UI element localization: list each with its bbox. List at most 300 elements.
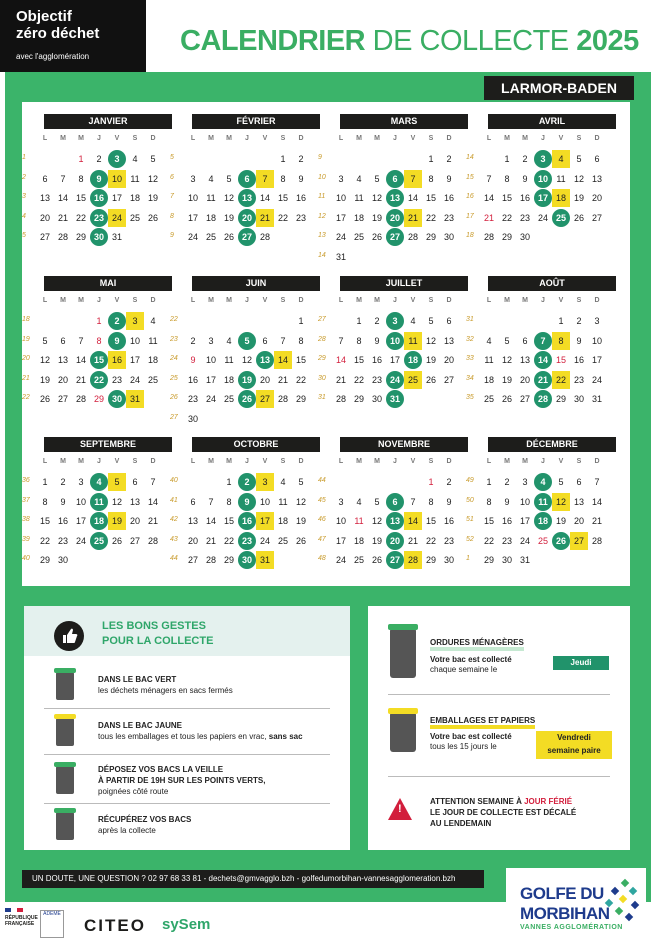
weekday-header: D: [594, 297, 600, 304]
calendar-day: 9: [60, 496, 66, 507]
calendar-day: 16: [295, 193, 306, 203]
week-number: 11: [318, 193, 326, 200]
calendar-day: 19: [425, 355, 436, 365]
weekday-header: J: [393, 297, 397, 304]
calendar-day: 1: [226, 477, 232, 487]
month-name: MARS: [340, 114, 468, 129]
calendar-day: 2: [238, 473, 256, 491]
calendar-day: 26: [371, 555, 382, 565]
month-name: NOVEMBRE: [340, 437, 468, 452]
mosaic-icon: [602, 878, 642, 926]
calendar-day: 6: [60, 335, 66, 346]
week-number: 45: [318, 496, 326, 504]
month-10: [170, 437, 306, 589]
calendar-day: 31: [519, 555, 530, 565]
geste-item: [24, 710, 350, 756]
gestes-heading-2: POUR LA COLLECTE: [102, 635, 214, 647]
calendar-day: 26: [238, 390, 256, 408]
week-number: 23: [170, 335, 178, 343]
month-name: SEPTEMBRE: [44, 437, 172, 452]
calendar-day: 13: [573, 496, 584, 507]
weekday-header: M: [504, 135, 510, 142]
calendar-day: 8: [96, 335, 102, 346]
calendar-day: 21: [335, 374, 346, 385]
calendar-day: 9: [446, 496, 452, 507]
weekday-header: V: [262, 135, 268, 142]
weekday-header: M: [356, 458, 362, 465]
weekday-header: J: [393, 458, 397, 465]
month-3: [318, 114, 454, 266]
republique-francaise-logo: RÉPUBLIQUE FRANÇAISE: [5, 915, 38, 927]
calendar-day: 20: [386, 209, 404, 227]
week-number: 31: [466, 316, 474, 323]
calendar-day: 3: [522, 477, 528, 487]
title-bold-1: CALENDRIER: [180, 25, 366, 57]
calendar-day: 7: [208, 496, 214, 507]
calendar-day: 5: [576, 154, 582, 164]
calendar-day: 5: [238, 332, 256, 350]
calendar-day: 15: [501, 193, 512, 203]
calendar-day: 4: [132, 154, 138, 164]
month-5: [22, 276, 158, 428]
calendar-day: 9: [190, 355, 196, 365]
calendar-day: 3: [126, 312, 144, 330]
weekday-header: S: [280, 458, 286, 465]
week-number: 36: [22, 477, 30, 484]
week-number: 20: [22, 355, 30, 362]
title-light: DE COLLECTE: [365, 25, 577, 57]
calendar-day: 25: [205, 232, 216, 242]
calendar-day: 26: [295, 535, 306, 546]
calendar-day: 29: [425, 232, 436, 242]
calendar-day: 19: [555, 516, 566, 526]
week-number: 47: [318, 535, 326, 543]
weekday-header: L: [42, 297, 48, 304]
gdm-line3: VANNES AGGLOMÉRATION: [520, 924, 623, 931]
calendar-day: 23: [371, 374, 382, 385]
calendar-day: 23: [90, 209, 108, 227]
calendar-day: 5: [108, 473, 126, 491]
calendar-day: 7: [150, 477, 156, 487]
calendar-day: 26: [39, 394, 50, 404]
calendar-day: 31: [386, 390, 404, 408]
emb-subtitle: Votre bac est collecté tous les 15 jours le: [430, 732, 512, 751]
calendar-day: 1: [298, 316, 304, 326]
calendar-day: 4: [208, 173, 214, 184]
weekday-header: S: [576, 297, 582, 304]
calendar-day: 7: [594, 477, 600, 487]
calendar-day: 4: [534, 473, 552, 491]
week-number: 1: [22, 154, 26, 161]
calendar-day: 12: [501, 355, 512, 365]
weekday-header: D: [594, 135, 600, 142]
calendar-day: 8: [552, 332, 570, 350]
calendar-day: 14: [591, 496, 602, 507]
calendar-day: 13: [238, 189, 256, 207]
calendar-day: 22: [295, 374, 306, 385]
weekday-header: S: [428, 297, 434, 304]
calendar-day: 2: [190, 335, 196, 346]
calendar-day: 20: [238, 209, 256, 227]
weekday-header: S: [280, 297, 286, 304]
calendar-day: 31: [111, 232, 122, 242]
calendar-day: 18: [205, 212, 216, 223]
calendar-day: 9: [108, 332, 126, 350]
weekday-header: M: [226, 458, 232, 465]
calendar-day: 10: [108, 170, 126, 188]
calendar-day: 6: [386, 493, 404, 511]
weekday-header: M: [356, 135, 362, 142]
calendar-day: 4: [356, 496, 362, 507]
calendar-day: 13: [57, 355, 68, 365]
weekday-header: D: [298, 135, 304, 142]
calendar-day: 14: [404, 512, 422, 530]
calendar-day: 9: [374, 335, 380, 346]
week-number: 31: [318, 394, 326, 401]
om-title: ORDURES MÉNAGÈRES: [430, 638, 524, 651]
week-number: 35: [466, 394, 474, 401]
calendar-day: 2: [446, 477, 452, 487]
weekday-header: L: [190, 458, 196, 465]
calendar-day: 6: [132, 477, 138, 487]
calendar-day: 2: [108, 312, 126, 330]
calendar-day: 6: [190, 496, 196, 507]
calendar-day: 18: [129, 193, 140, 203]
calendar-day: 27: [591, 212, 602, 223]
calendar-day: 4: [486, 335, 492, 346]
weekday-header: J: [97, 135, 101, 142]
calendar-day: 13: [443, 335, 454, 346]
week-number: 50: [466, 496, 474, 504]
month-6: [170, 276, 306, 428]
calendar-day: 21: [534, 371, 552, 389]
calendar-day: 20: [519, 374, 530, 385]
weekday-header: J: [541, 135, 545, 142]
calendar-day: 3: [338, 173, 344, 184]
calendar-day: 19: [238, 371, 256, 389]
weekday-header: D: [298, 297, 304, 304]
calendar-day: 22: [90, 371, 108, 389]
geste-item: [24, 664, 350, 710]
calendar-day: 18: [277, 516, 288, 526]
weekday-header: M: [208, 135, 214, 142]
calendar-day: 25: [90, 532, 108, 550]
calendar-day: 12: [295, 496, 306, 507]
calendar-day: 1: [280, 154, 286, 164]
weekday-header: L: [486, 135, 492, 142]
calendar-day: 16: [443, 193, 454, 203]
geste-text: RÉCUPÉREZ VOS BACS après la collecte: [98, 815, 192, 835]
weekday-header: J: [97, 297, 101, 304]
calendar-day: 18: [353, 212, 364, 223]
weekday-header: V: [558, 458, 564, 465]
calendar-day: 8: [298, 335, 304, 346]
calendar-day: 29: [501, 232, 512, 242]
calendar-day: 21: [404, 209, 422, 227]
calendar-day: 22: [223, 535, 234, 546]
calendar-day: 15: [353, 355, 364, 365]
calendar-day: 17: [534, 189, 552, 207]
week-number: 2: [22, 173, 26, 181]
calendar-day: 16: [519, 193, 530, 203]
calendar-day: 22: [483, 535, 494, 546]
calendar-grid: [22, 102, 630, 586]
calendar-day: 29: [295, 394, 306, 404]
calendar-day: 3: [108, 150, 126, 168]
calendar-day: 21: [277, 374, 288, 385]
calendar-day: 14: [147, 496, 158, 507]
calendar-day: 16: [371, 355, 382, 365]
calendar-day: 7: [60, 173, 66, 184]
weekday-header: S: [576, 135, 582, 142]
month-4: [466, 114, 602, 266]
calendar-day: 1: [486, 477, 492, 487]
calendar-day: 6: [386, 170, 404, 188]
calendar-day: 26: [147, 212, 158, 223]
calendar-day: 28: [75, 394, 86, 404]
geste-text: DANS LE BAC VERT les déchets ménagers en sacs fermés: [98, 675, 233, 695]
bons-gestes-panel: [24, 606, 350, 850]
weekday-header: M: [60, 297, 66, 304]
green-bin-icon: [56, 672, 74, 700]
calendar-day: 13: [39, 193, 50, 203]
badge-line3: avec l'agglomération: [16, 52, 90, 61]
calendar-day: 29: [425, 555, 436, 565]
french-flag-icon: [5, 908, 23, 912]
month-8: [466, 276, 602, 428]
week-number: 24: [170, 355, 178, 362]
calendar-day: 23: [295, 212, 306, 223]
week-number: 4: [22, 212, 26, 220]
calendar-day: 10: [187, 193, 198, 203]
calendar-day: 9: [446, 173, 452, 184]
golfe-du-morbihan-logo: [506, 868, 646, 948]
calendar-day: 6: [238, 170, 256, 188]
calendar-day: 22: [552, 371, 570, 389]
weekday-header: M: [504, 458, 510, 465]
week-number: 46: [318, 516, 326, 523]
calendar-day: 11: [484, 355, 494, 365]
week-number: 9: [318, 154, 322, 161]
weekday-header: J: [245, 135, 249, 142]
calendar-day: 6: [576, 477, 582, 487]
weekday-header: V: [114, 297, 120, 304]
calendar-day: 30: [443, 232, 454, 242]
citeo-logo: CITEO: [84, 916, 146, 935]
calendar-day: 23: [443, 535, 454, 546]
calendar-day: 15: [277, 193, 288, 203]
weekday-header: M: [60, 135, 66, 142]
calendar-day: 13: [386, 512, 404, 530]
calendar-day: 21: [205, 535, 216, 546]
week-number: 7: [170, 193, 174, 200]
calendar-day: 20: [573, 516, 584, 526]
calendar-day: 27: [386, 551, 404, 569]
calendar-day: 11: [206, 193, 216, 203]
calendar-day: 16: [108, 351, 126, 369]
weekday-header: M: [522, 135, 528, 142]
calendar-day: 3: [386, 312, 404, 330]
calendar-day: 17: [129, 355, 140, 365]
calendar-day: 20: [386, 532, 404, 550]
month-2: [170, 114, 306, 266]
calendar-day: 29: [353, 394, 364, 404]
weekday-header: L: [338, 458, 344, 465]
weekday-header: D: [446, 297, 452, 304]
weekday-header: S: [132, 297, 138, 304]
calendar-day: 29: [555, 394, 566, 404]
calendar-day: 31: [335, 251, 346, 262]
calendar-day: 2: [504, 477, 510, 487]
calendar-day: 30: [573, 394, 584, 404]
calendar-day: 19: [371, 212, 382, 223]
calendar-day: 3: [208, 335, 214, 346]
weekday-header: D: [150, 458, 156, 465]
weekday-header: D: [298, 458, 304, 465]
page-title: [180, 25, 639, 58]
calendar-day: 28: [534, 390, 552, 408]
calendar-day: 11: [404, 332, 422, 350]
weekday-header: D: [150, 297, 156, 304]
calendar-day: 12: [241, 355, 252, 365]
calendar-day: 8: [356, 335, 362, 346]
calendar-day: 11: [90, 493, 108, 511]
calendar-day: 28: [591, 535, 602, 546]
bons-gestes-header: [24, 606, 350, 656]
calendar-day: 11: [354, 193, 364, 203]
week-number: 10: [318, 173, 326, 181]
green-bin-icon: [390, 628, 416, 678]
calendar-day: 13: [519, 355, 530, 365]
calendar-day: 28: [147, 535, 158, 546]
calendar-day: 7: [486, 173, 492, 184]
calendar-day: 28: [259, 232, 270, 242]
calendar-day: 6: [42, 173, 48, 184]
week-number: 29: [318, 355, 326, 362]
calendar-day: 15: [425, 516, 436, 526]
week-number: 40: [170, 477, 178, 484]
calendar-day: 24: [591, 374, 602, 385]
calendar-day: 7: [338, 335, 344, 346]
calendar-day: 16: [187, 374, 198, 385]
weekday-header: V: [114, 135, 120, 142]
calendar-day: 3: [78, 477, 84, 487]
calendar-day: 24: [537, 212, 548, 223]
calendar-day: 22: [353, 374, 364, 385]
week-number: 25: [170, 374, 178, 382]
calendar-day: 28: [483, 232, 494, 242]
calendar-day: 5: [226, 173, 232, 184]
calendar-day: 27: [443, 374, 454, 385]
calendar-day: 17: [111, 193, 122, 203]
calendar-day: 26: [223, 232, 234, 242]
bin-return-icon: [56, 812, 74, 840]
collecte-info-panel: [368, 606, 630, 850]
week-number: 32: [466, 335, 474, 343]
weekday-header: L: [338, 297, 344, 304]
calendar-day: 7: [256, 170, 274, 188]
calendar-day: 19: [573, 193, 584, 203]
calendar-day: 18: [552, 189, 570, 207]
calendar-day: 8: [486, 496, 492, 507]
calendar-day: 12: [371, 193, 382, 203]
calendar-day: 31: [591, 394, 602, 404]
weekday-header: M: [78, 135, 84, 142]
calendar-day: 27: [39, 232, 50, 242]
calendar-day: 2: [522, 154, 528, 164]
calendar-day: 20: [259, 374, 270, 385]
calendar-day: 30: [519, 232, 530, 242]
calendar-day: 2: [576, 316, 582, 326]
calendar-day: 12: [147, 173, 158, 184]
week-number: 38: [22, 516, 30, 523]
weekday-header: M: [78, 458, 84, 465]
weekday-header: M: [78, 297, 84, 304]
calendar-day: 19: [108, 512, 126, 530]
sysem-logo: sySem: [162, 916, 211, 933]
weekday-header: M: [374, 297, 380, 304]
weekday-header: V: [114, 458, 120, 465]
week-number: 5: [22, 232, 26, 239]
calendar-day: 21: [256, 209, 274, 227]
weekday-header: M: [504, 297, 510, 304]
calendar-day: 26: [552, 532, 570, 550]
calendar-day: 25: [223, 394, 234, 404]
calendar-day: 21: [483, 212, 494, 223]
calendar-day: 24: [205, 394, 216, 404]
calendar-day: 18: [534, 512, 552, 530]
calendar-day: 27: [519, 394, 530, 404]
weekday-header: D: [446, 135, 452, 142]
ferie-warning: ATTENTION SEMAINE À JOUR FÉRIÉ LE JOUR DE COLLECTE EST DÉCALÉ AU LENDEMAIN: [430, 797, 577, 828]
week-number: 27: [170, 413, 178, 421]
week-number: 21: [22, 374, 30, 382]
weekday-header: L: [42, 458, 48, 465]
warning-icon: !: [388, 798, 412, 820]
calendar-day: 16: [238, 512, 256, 530]
calendar-day: 14: [534, 351, 552, 369]
calendar-day: 4: [356, 173, 362, 184]
calendar-day: 5: [504, 335, 510, 346]
calendar-day: 10: [335, 193, 346, 203]
week-number: 16: [466, 193, 474, 200]
calendar-day: 24: [386, 371, 404, 389]
calendar-day: 15: [39, 516, 50, 526]
weekday-header: M: [226, 135, 232, 142]
week-number: 1: [466, 555, 470, 562]
gdm-line2: MORBIHAN: [520, 904, 610, 923]
month-name: DÉCEMBRE: [488, 437, 616, 452]
calendar-day: 9: [90, 170, 108, 188]
week-number: 37: [22, 496, 30, 504]
commune-label: LARMOR-BADEN: [484, 76, 634, 100]
calendar-day: 18: [147, 355, 158, 365]
week-number: 12: [318, 212, 326, 220]
calendar-day: 18: [404, 351, 422, 369]
calendar-day: 12: [425, 335, 436, 346]
calendar-day: 25: [147, 374, 158, 385]
calendar-day: 24: [335, 232, 346, 242]
calendar-day: 8: [78, 173, 84, 184]
weekday-header: L: [486, 297, 492, 304]
calendar-day: 23: [187, 394, 198, 404]
week-number: 22: [22, 394, 30, 401]
calendar-day: 27: [238, 228, 256, 246]
calendar-day: 30: [57, 555, 68, 565]
calendar-day: 14: [407, 193, 418, 203]
weekday-header: J: [541, 297, 545, 304]
calendar-day: 24: [108, 209, 126, 227]
